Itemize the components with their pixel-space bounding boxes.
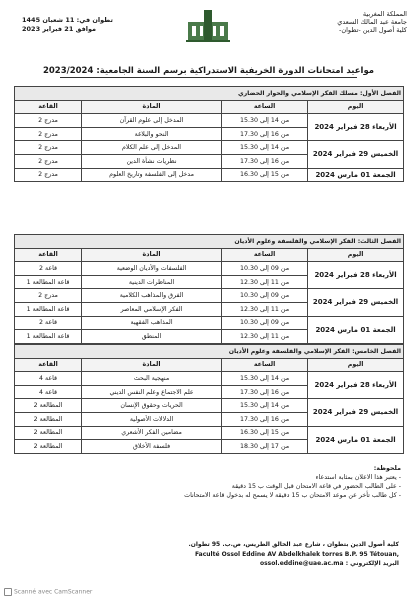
subject-cell: الحريات وحقوق الإنسان [82, 399, 222, 413]
section-title: الفصل الأول: مسلك الفكر الإسلامي والحوار الحضاري [15, 87, 404, 101]
column-header-hall: القاعة [15, 100, 82, 114]
time-cell: من 11 إلى 12.30 [222, 330, 308, 344]
subject-cell: الفرق والمذاهب الكلامية [82, 289, 222, 303]
table-row [15, 168, 404, 182]
time-cell: من 17 إلى 18.30 [222, 440, 308, 454]
footer-address [159, 540, 399, 569]
hall-cell: مدرج 2 [15, 141, 82, 155]
scanner-watermark: Scanné avec CamScanner [4, 588, 92, 596]
time-cell: من 09 إلى 10.30 [222, 316, 308, 330]
subject-cell: نظريات نشأة الدين [82, 154, 222, 168]
time-cell: من 09 إلى 10.30 [222, 289, 308, 303]
notes-block [61, 464, 401, 500]
hall-cell: المطالعة 2 [15, 426, 82, 440]
hall-cell: مدرج 2 [15, 289, 82, 303]
institution-line: كلية أصول الدين -تطوان- [338, 26, 407, 34]
hall-cell: قاعة المطالعة 1 [15, 302, 82, 316]
day-cell: الخميس 29 فبراير 2024 [308, 289, 404, 316]
subject-cell: الفلسفات والأديان الوضعية [82, 262, 222, 276]
subject-cell: مضامين الفكر الأشعري [82, 426, 222, 440]
institution-line: المملكة المغربية [362, 10, 407, 18]
time-cell: من 14 إلى 15.30 [222, 114, 308, 128]
date-hijri: تطوان في: 11 شعبان 1445 [22, 16, 113, 24]
title-underline [60, 77, 357, 78]
time-cell: من 16 إلى 17.30 [222, 385, 308, 399]
time-cell: من 15 إلى 16.30 [222, 426, 308, 440]
university-logo-icon [178, 8, 238, 48]
table-row [15, 141, 404, 155]
subject-cell: الفكر الإسلامي المعاصر [82, 302, 222, 316]
hall-cell: قاعة المطالعة 1 [15, 275, 82, 289]
day-cell: الجمعة 01 مارس 2024 [308, 426, 404, 453]
hall-cell: مدرج 2 [15, 168, 82, 182]
column-header-time: الساعة [222, 358, 308, 372]
table-row [15, 289, 404, 303]
note-item: - على الطالب الحضور في قاعة الامتحان قبل الوقت ب 15 دقيقة [231, 483, 401, 490]
hall-cell: مدرج 2 [15, 154, 82, 168]
day-cell: الخميس 29 فبراير 2024 [308, 399, 404, 426]
subject-cell: مدخل إلى الفلسفة وتاريخ العلوم [82, 168, 222, 182]
date-block [22, 16, 142, 34]
hall-cell: مدرج 2 [15, 114, 82, 128]
column-header-subject: المادة [82, 100, 222, 114]
day-cell: الجمعة 01 مارس 2024 [308, 168, 404, 182]
table-row [15, 399, 404, 413]
hall-cell: المطالعة 2 [15, 440, 82, 454]
time-cell: من 11 إلى 12.30 [222, 302, 308, 316]
section-table [14, 86, 404, 182]
hall-cell: قاعة 4 [15, 372, 82, 386]
section-table [14, 344, 404, 454]
footer-line-ar: كلية أصول الدين بتطوان ، شارع عبد الخالق الطريس، ص.ب. 95 تطوان. [188, 541, 399, 548]
column-header-hall: القاعة [15, 358, 82, 372]
footer-line-fr: Faculté Ossol Eddine AV Abdelkhalek torres B.P. 95 Tétouan, [194, 550, 399, 558]
subject-cell: النحو والبلاغة [82, 127, 222, 141]
time-cell: من 11 إلى 12.30 [222, 275, 308, 289]
subject-cell: منهجية البحث [82, 372, 222, 386]
notes-title: ملحوظة: [373, 465, 401, 472]
column-header-day: اليوم [308, 100, 404, 114]
table-row [15, 372, 404, 386]
institution-line: جامعة عبد المالك السعدي [337, 18, 407, 26]
date-gregorian: موافق 21 فبراير 2023 [22, 25, 97, 33]
letterhead [0, 8, 417, 50]
time-cell: من 14 إلى 15.30 [222, 141, 308, 155]
institution-block [287, 10, 407, 34]
subject-cell: المناظرات الدينية [82, 275, 222, 289]
page-title: مواعيد امتحانات الدورة الخريفية الاستدراكية برسم السنة الجامعية: 2023/2024 [42, 66, 375, 76]
subject-cell: المدخل إلى علوم القرآن [82, 114, 222, 128]
subject-cell: علم الاجتماع وعلم النفس الديني [82, 385, 222, 399]
hall-cell: المطالعة 2 [15, 399, 82, 413]
time-cell: من 16 إلى 17.30 [222, 127, 308, 141]
table-row [15, 262, 404, 276]
section-title: الفصل الخامس: الفكر الإسلامي والفلسفة وعلوم الأديان [15, 345, 404, 359]
column-header-time: الساعة [222, 100, 308, 114]
subject-cell: الدلالات الأصولية [82, 412, 222, 426]
day-cell: الجمعة 01 مارس 2024 [308, 316, 404, 343]
column-header-hall: القاعة [15, 248, 82, 262]
column-header-subject: المادة [82, 248, 222, 262]
hall-cell: قاعة 4 [15, 385, 82, 399]
subject-cell: المدخل إلى علم الكلام [82, 141, 222, 155]
subject-cell: فلسفة الأخلاق [82, 440, 222, 454]
table-row [15, 114, 404, 128]
day-cell: الأربعاء 28 فبراير 2024 [308, 372, 404, 399]
day-cell: الأربعاء 28 فبراير 2024 [308, 262, 404, 289]
column-header-time: الساعة [222, 248, 308, 262]
day-cell: الأربعاء 28 فبراير 2024 [308, 114, 404, 141]
time-cell: من 14 إلى 15.30 [222, 372, 308, 386]
camscanner-icon [4, 588, 12, 596]
time-cell: من 16 إلى 17.30 [222, 412, 308, 426]
hall-cell: قاعة 2 [15, 316, 82, 330]
subject-cell: المذاهب الفقهية [82, 316, 222, 330]
section-table [14, 234, 404, 344]
time-cell: من 16 إلى 17.30 [222, 154, 308, 168]
time-cell: من 14 إلى 15.30 [222, 399, 308, 413]
note-item: - يعتبر هذا الاعلان بمثابة استدعاء [315, 474, 401, 481]
table-row [15, 316, 404, 330]
subject-cell: المنطق [82, 330, 222, 344]
hall-cell: المطالعة 2 [15, 412, 82, 426]
table-row [15, 426, 404, 440]
hall-cell: قاعة 2 [15, 262, 82, 276]
time-cell: من 15 إلى 16.30 [222, 168, 308, 182]
section-title: الفصل الثالث: الفكر الإسلامي والفلسفة وعلوم الأديان [15, 235, 404, 249]
footer-email: البريد الإلكتروني : ossol.eddine@uae.ac.ma [259, 560, 399, 567]
hall-cell: قاعة المطالعة 1 [15, 330, 82, 344]
day-cell: الخميس 29 فبراير 2024 [308, 141, 404, 168]
column-header-subject: المادة [82, 358, 222, 372]
column-header-day: اليوم [308, 248, 404, 262]
hall-cell: مدرج 2 [15, 127, 82, 141]
note-item: - كل طالب تأخر عن موعد الامتحان ب 15 دقيقة لا يسمح له بدخول قاعة الامتحانات [184, 492, 401, 499]
time-cell: من 09 إلى 10.30 [222, 262, 308, 276]
column-header-day: اليوم [308, 358, 404, 372]
